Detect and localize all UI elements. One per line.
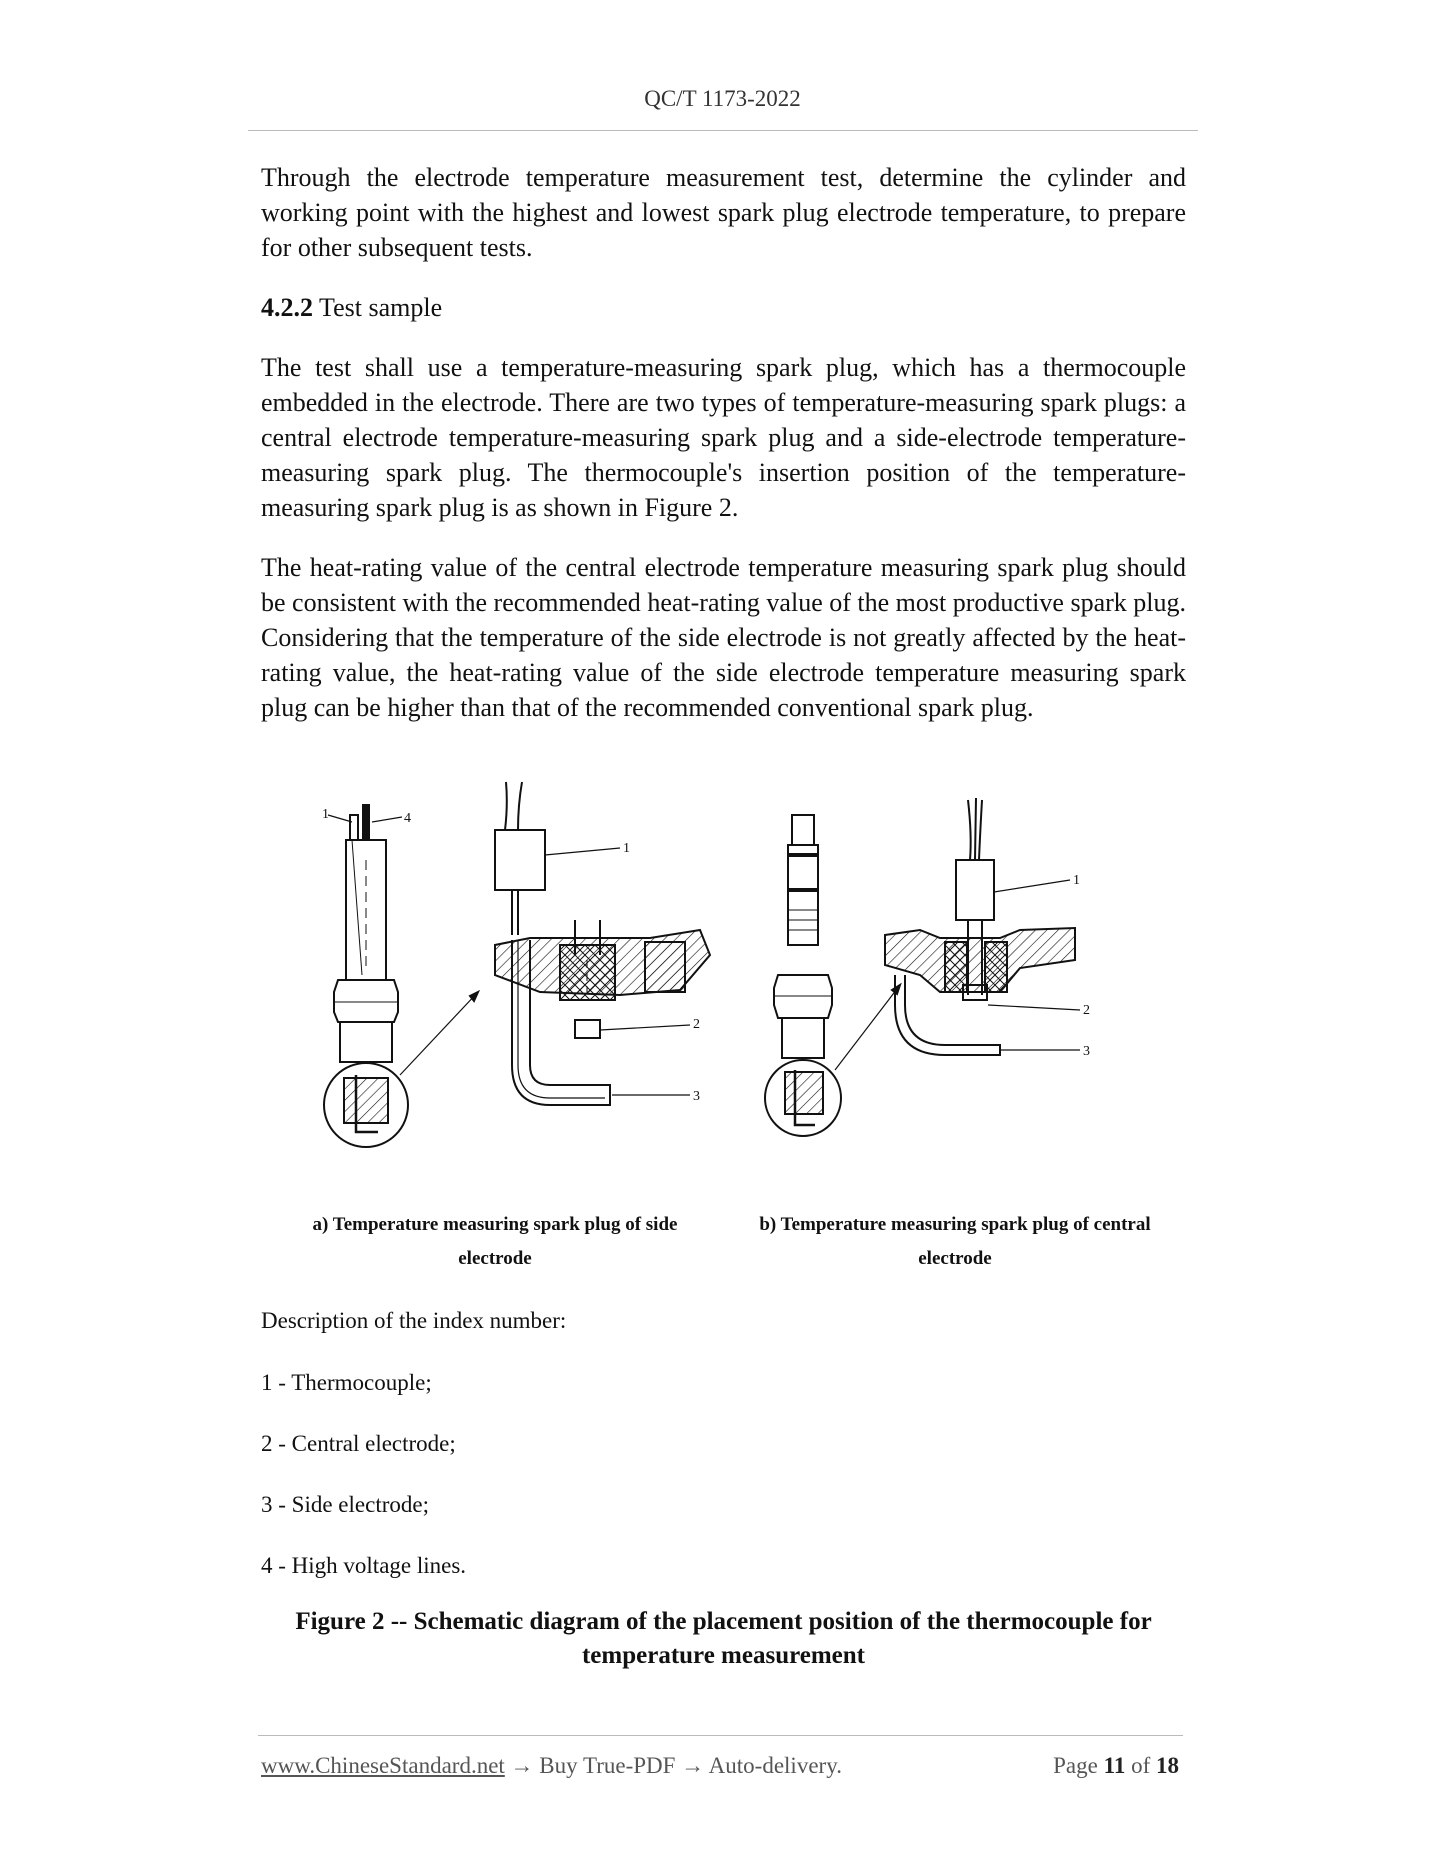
paragraph-heat-rating: The heat-rating value of the central electrode temperature measuring spark plug should be consistent with the recommended heat-rating value of the most productive spark plug. Considering that the temperature of the side electrode is not greatly affected by the heat-rating value, the heat-rating value of the side electrode temperature measuring spark plug can be higher than that of the recommended conventional spark plug. — [261, 553, 1186, 722]
label-2-b: 2 — [1083, 1003, 1090, 1018]
footer-links — [261, 1753, 842, 1779]
section-heading — [261, 290, 442, 325]
label-1-a: 1 — [623, 841, 630, 856]
section-title: Test sample — [319, 293, 443, 322]
label-3-a: 3 — [693, 1089, 700, 1104]
page-total: 18 — [1156, 1753, 1179, 1778]
of-word: of — [1131, 1753, 1151, 1778]
label-1-b: 1 — [1073, 873, 1080, 888]
site-link[interactable]: www.ChineseStandard.net — [261, 1753, 505, 1778]
side-electrode-plug-drawing — [324, 782, 710, 1147]
header-divider — [248, 130, 1198, 131]
label-2-a: 2 — [693, 1017, 700, 1032]
caption-b: b) Temperature measuring spark plug of central electrode — [759, 1214, 1151, 1269]
document-code-header: QC/T 1173-2022 — [644, 86, 801, 111]
arrow-icon: → — [681, 1753, 705, 1778]
caption-a: a) Temperature measuring spark plug of side electrode — [312, 1214, 678, 1269]
page-word: Page — [1053, 1753, 1098, 1778]
page-number: 11 — [1103, 1753, 1126, 1778]
spark-plug-schematic-figure — [300, 760, 1180, 1205]
label-4-a: 4 — [404, 811, 411, 826]
legend-title: Description of the index number: — [261, 1308, 567, 1333]
section-number: 4.2.2 — [261, 293, 313, 322]
figure-title: Figure 2 -- Schematic diagram of the placement position of the thermocouple for temperature measurement — [295, 1608, 1152, 1669]
delivery-text: Auto-delivery. — [708, 1753, 842, 1778]
buy-link[interactable]: Buy True-PDF — [539, 1753, 676, 1778]
label-3-b: 3 — [1083, 1044, 1090, 1059]
footer-divider — [258, 1735, 1183, 1736]
central-electrode-plug-drawing — [765, 798, 1080, 1136]
page-indicator — [1053, 1753, 1179, 1779]
legend-item-3: 3 - Side electrode; — [261, 1492, 429, 1517]
legend-item-1: 1 - Thermocouple; — [261, 1370, 432, 1395]
arrow-icon: → — [510, 1753, 534, 1778]
label-1-a-left: 1 — [322, 807, 329, 822]
legend-item-4: 4 - High voltage lines. — [261, 1553, 467, 1578]
paragraph-purpose: Through the electrode temperature measurement test, determine the cylinder and working point with the highest and lowest spark plug electrode temperature, to prepare for other subsequent tests. — [261, 163, 1186, 262]
legend-item-2: 2 - Central electrode; — [261, 1431, 456, 1456]
paragraph-test-sample: The test shall use a temperature-measuring spark plug, which has a thermocouple embedded in the electrode. There are two types of temperature-measuring spark plugs: a central electrode temperature-measuring spark plug and a side-electrode temperature-measuring spark plug. The thermocouple's insertion position of the temperature-measuring spark plug is as shown in Figure 2. — [261, 353, 1186, 522]
